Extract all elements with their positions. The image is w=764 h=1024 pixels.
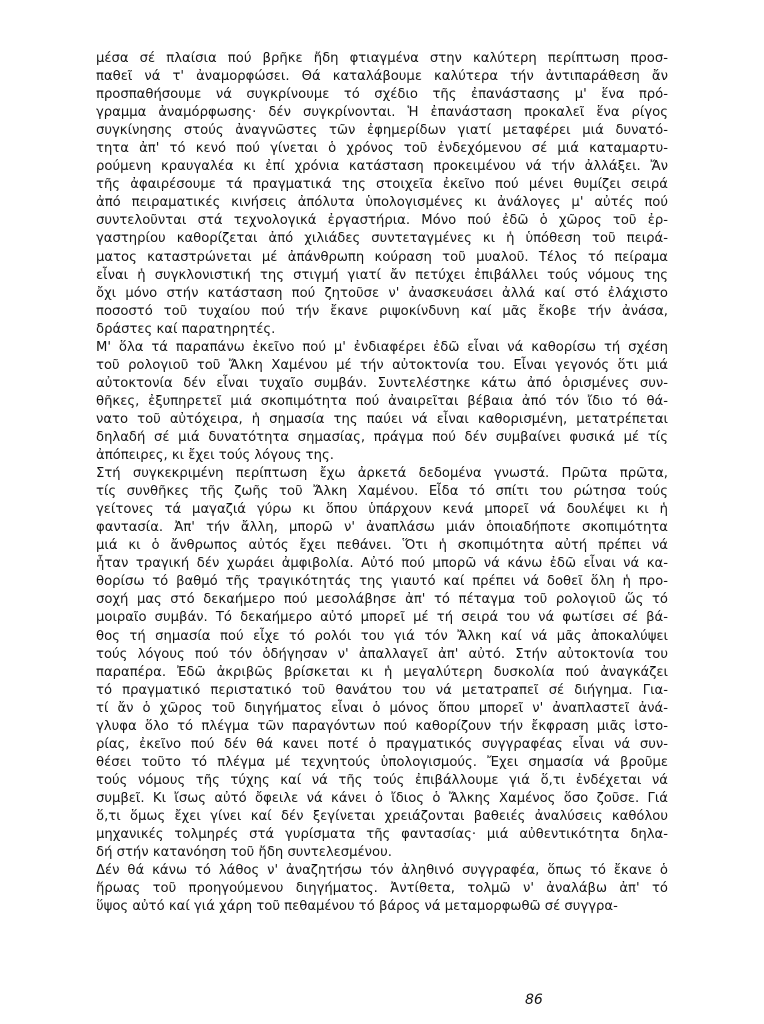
- text-line: συγκίνησης στούς ἀναγνῶστες τῶν ἐφημερίδων γιατί μεταφέρει μιά δυνατό-: [96, 123, 668, 139]
- text-line: προσπαθήσουμε νά συγκρίνουμε τό σχέδιο τῆς ἐπανάστασης μ' ἕνα πρό-: [96, 87, 668, 103]
- text-line: ἀπό πειραματικές κινήσεις ἀπόλυτα ὑπολογισμένες κι ἀνάλογες μ' αὐτές πού: [96, 195, 668, 211]
- text-line: σοχή μας στό δεκαήμερο πού μεσολάβησε ἀπ' τό πέταγμα τοῦ ρολογιοῦ ὥς τό: [96, 592, 668, 608]
- text-line: ματος καταστρώνεται μέ ἀπάνθρωπη κούραση τοῦ μυαλοῦ. Τέλος τό πείραμα: [96, 249, 668, 265]
- text-line: θῆκες, ἐξυπηρετεῖ μιά σκοπιμότητα πού ἀναιρεῖται βέβαια ἀπό τόν ἴδιο τό θά-: [96, 393, 668, 409]
- text-line: ὕψος αὐτό καί γιά χάρη τοῦ πεθαμένου τό βάρος νά μεταμορφωθῶ σέ συγγρα-: [96, 899, 618, 915]
- text-line: φαντασία. Ἀπ' τήν ἄλλη, μπορῶ ν' ἀναπλάσω μιάν ὁποιαδήποτε σκοπιμότητα: [96, 520, 668, 536]
- text-line: θορίσω τό βαθμό τῆς τραγικότητάς της γιαυτό καί πρέπει νά δοθεῖ ὅλη ἡ προ-: [96, 574, 668, 590]
- text-line: τῆς ἀφαιρέσουμε τά πραγματικά της στοιχεῖα ἐκεῖνο πού μένει θυμίζει σειρά: [96, 177, 668, 193]
- text-line: αὐτοκτονία δέν εἶναι τυχαῖο συμβάν. Συντελέστηκε κάτω ἀπό ὁρισμένες συν-: [96, 375, 668, 391]
- paragraph: [96, 339, 668, 465]
- text-line: μοιραῖο συμβάν. Τό δεκαήμερο αὐτό μπορεῖ μέ τή σειρά του νά φωτίσει σέ βά-: [96, 610, 668, 626]
- text-line: εἶναι ἡ συγκλονιστική της στιγμή γιατί ἄν πετύχει ἐπιβάλλει τούς νόμους της: [96, 267, 668, 283]
- text-line: γαστηρίου καθορίζεται ἀπό χιλιάδες συντεταγμένες κι ἡ ὑπόθεση τοῦ πειρά-: [96, 231, 668, 247]
- body-text: [96, 50, 668, 916]
- text-line: νατο τοῦ αὐτόχειρα, ἡ σημασία της παύει νά εἶναι καθορισμένη, μετατρέπεται: [96, 411, 668, 427]
- text-line: Δέν θά κάνω τό λάθος ν' ἀναζητήσω τόν ἀληθινό συγγραφέα, ὅπως τό ἔκανε ὁ: [96, 863, 668, 879]
- text-line: συντελοῦνται στά τεχνολογικά ἐργαστήρια. Μόνο πού ἐδῶ ὁ χῶρος τοῦ ἐρ-: [96, 213, 668, 229]
- text-line: γλυφα ὅλο τό πλέγμα τῶν παραγόντων πού καθορίζουν τήν ἔκφραση μιᾶς ἱστο-: [96, 718, 668, 734]
- text-line: Στή συγκεκριμένη περίπτωση ἔχω ἀρκετά δεδομένα γνωστά. Πρῶτα πρῶτα,: [96, 466, 668, 482]
- text-line: γείτονες τά μαγαζιά γύρω κι ὅπου ὑπάρχουν κενά μπορεῖ νά δουλέψει κι ἡ: [96, 502, 668, 518]
- text-line: τητα ἀπ' τό κενό πού γίνεται ὁ χρόνος τοῦ ἐνδεχόμενου σέ μιά καταμαρτυ-: [96, 141, 668, 157]
- text-line: τούς λόγους πού τόν ὁδήγησαν ν' ἀπαλλαγεῖ ἀπ' αὐτό. Στήν αὐτοκτονία του: [96, 646, 668, 662]
- text-line: δηλαδή σέ μιά δυνατότητα σημασίας, πράγμα πού δέν συμβαίνει φυσικά μέ τίς: [96, 429, 668, 445]
- text-line: τί ἄν ὁ χῶρος τοῦ διηγήματος εἶναι ὁ μόνος ὅπου μπορεῖ ν' ἀναπλαστεῖ ἀνά-: [96, 700, 668, 716]
- paragraph: [96, 50, 668, 339]
- text-line: θος τή σημασία πού εἶχε τό ρολόι του γιά τόν Ἄλκη καί νά μᾶς ἀποκαλύψει: [96, 628, 668, 644]
- text-line: ὄχι μόνο στήν κατάσταση πού ζητοῦσε ν' ἀνασκευάσει ἀλλά καί στό ἐλάχιστο: [96, 285, 668, 301]
- text-line: Μ' ὅλα τά παραπάνω ἐκεῖνο πού μ' ἐνδιαφέρει ἐδῶ εἶναι νά καθορίσω τή σχέση: [96, 339, 668, 355]
- page-number: 86: [525, 992, 543, 1008]
- paragraph: [96, 465, 668, 862]
- text-line: συμβεῖ. Κι ἴσως αὐτό ὄφειλε νά κάνει ὁ ἴδιος ὁ Ἄλκης Χαμένος ὅσο ζοῦσε. Γιά: [96, 790, 668, 806]
- text-line: ρούμενη κραυγαλέα κι ἐπί χρόνια κατάσταση προκειμένου νά τήν ἀλλάξει. Ἄν: [96, 159, 668, 175]
- text-line: παραπέρα. Ἐδῶ ἀκριβῶς βρίσκεται κι ἡ μεγαλύτερη δυσκολία πού ἀναγκάζει: [96, 664, 668, 680]
- text-line: δράστες καί παρατηρητές.: [96, 321, 276, 337]
- text-line: τίς συνθῆκες τῆς ζωῆς τοῦ Ἄλκη Χαμένου. Εἶδα τό σπίτι του ρώτησα τούς: [96, 484, 668, 500]
- text-line: τοῦ ρολογιοῦ τοῦ Ἄλκη Χαμένου μέ τήν αὐτοκτονία του. Εἶναι γεγονός ὅτι μιά: [96, 357, 668, 373]
- text-line: θέσει τοῦτο τό πλέγμα μέ τεχνητούς ὑπολογισμούς. Ἔχει σημασία νά βροῦμε: [96, 754, 668, 770]
- text-line: ρίας, ἐκεῖνο πού δέν θά κανει ποτέ ὁ πραγματικός συγγραφέας εἶναι νά συν-: [96, 736, 668, 752]
- text-line: μηχανικές τολμηρές στά γυρίσματα τῆς φαντασίας· μιά αὐθεντικότητα δηλα-: [96, 827, 668, 843]
- text-line: γραμμα ἀναμόρφωσης· δέν συγκρίνονται. Ἡ ἐπανάσταση προκαλεῖ ἕνα ρίγος: [96, 105, 668, 121]
- text-line: μέσα σέ πλαίσια πού βρῆκε ἤδη φτιαγμένα στην καλύτερη περίπτωση προσ-: [96, 51, 668, 66]
- text-line: ἦταν τραγική δέν χωράει ἀμφιβολία. Αὐτό πού μπορῶ νά κάνω ἐδῶ εἶναι νά κα-: [96, 556, 668, 572]
- text-line: ποσοστό τοῦ τυχαίου πού τήν ἔκανε ριψοκίνδυνη καί μᾶς ἔκοβε τήν ἀνάσα,: [96, 303, 668, 319]
- text-line: τό πραγματικό περιστατικό τοῦ θανάτου του νά μετατραπεῖ σέ διήγημα. Για-: [96, 682, 668, 698]
- text-line: ἥρωας τοῦ προηγούμενου διηγήματος. Ἀντίθετα, τολμῶ ν' ἀναλάβω ἀπ' τό: [96, 881, 668, 897]
- text-line: παθεῖ νά τ' ἀναμορφώσει. Θά καταλάβουμε καλύτερα τήν ἀντιπαράθεση ἄν: [96, 69, 668, 85]
- text-line: τούς νόμους τῆς τύχης καί νά τῆς τούς ἐπιβάλλουμε γιά ὅ,τι ἐνδέχεται νά: [96, 772, 668, 788]
- text-line: ὅ,τι ὅμως ἔχει γίνει καί δέν ξεγίνεται χρειάζονται βαθειές ἀναλύσεις καθόλου: [96, 808, 668, 824]
- text-line: μιά κι ὁ ἄνθρωπος αὐτός ἔχει πεθάνει. Ὅτι ἡ σκοπιμότητα αὐτή πρέπει νά: [96, 538, 668, 554]
- text-line: ἀπόπειρες, κι ἔχει τούς λόγους της.: [96, 448, 334, 464]
- text-line: δή στήν κατανόηση τοῦ ἤδη συντελεσμένου.: [96, 845, 392, 861]
- paragraph: [96, 862, 668, 916]
